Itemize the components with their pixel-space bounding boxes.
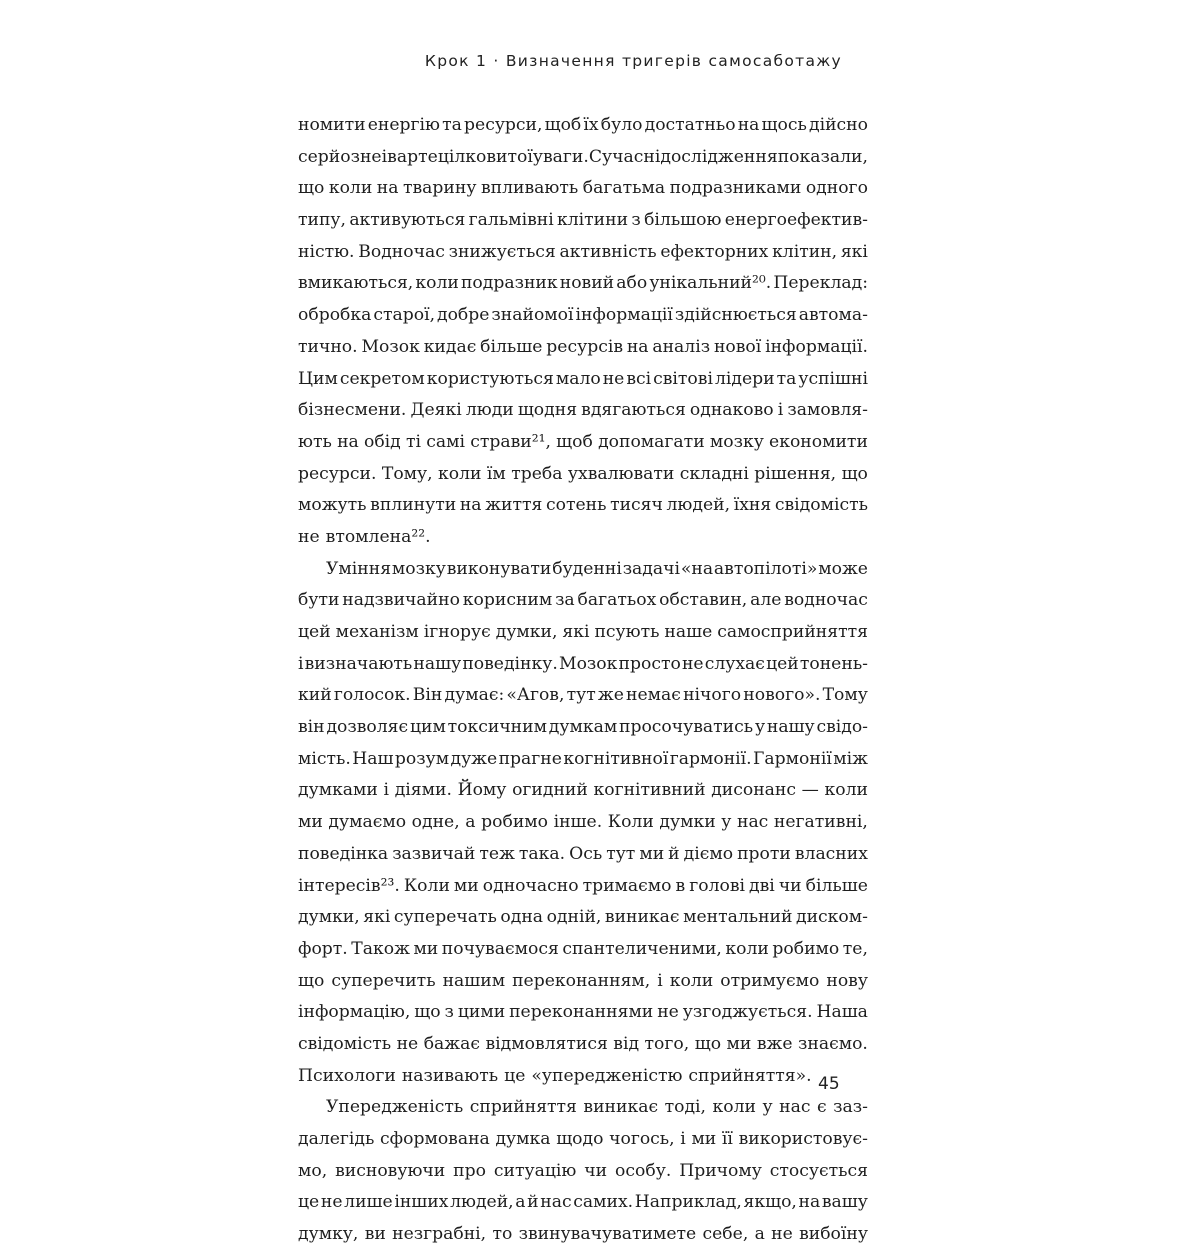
text-line: бізнесмени. Деякі люди щодня вдягаються однаково і замовля- <box>298 400 868 421</box>
text-line: мість. Наш розум дуже прагне когнітивної гармонії. Гармонії між <box>298 748 868 769</box>
text-line: Цим секретом користуються мало не всі світові лідери та успішні <box>298 368 868 389</box>
text-line: і визначають нашу поведінку. Мозок просто не слухає цей тонень- <box>298 653 868 674</box>
text-line: що коли на тварину впливають багатьма подразниками одного <box>298 178 868 199</box>
text-line: не втомлена²². <box>298 526 431 547</box>
body-text <box>298 110 868 1251</box>
text-line: ністю. Водночас знижується активність ефекторних клітин, які <box>298 241 868 262</box>
page-number: 45 <box>818 1074 840 1094</box>
text-line: Психологи називають це «упередженістю сприйняття». <box>298 1065 812 1086</box>
text-line: мо, висновуючи про ситуацію чи особу. Причому стосується <box>298 1160 868 1181</box>
text-line: вмикаються, коли подразник новий або унікальний²⁰. Переклад: <box>298 273 868 294</box>
text-line: бути надзвичайно корисним за багатьох обставин, але водночас <box>298 590 868 611</box>
text-line: поведінка зазвичай теж така. Ось тут ми й діємо проти власних <box>298 843 868 864</box>
text-line: ресурси. Тому, коли їм треба ухвалювати складні рішення, що <box>298 463 868 484</box>
text-line: думками і діями. Йому огидний когнітивний дисонанс — коли <box>298 780 868 801</box>
text-line: думку, ви незграбні, то звинувачуватимете себе, а не вибоїну <box>298 1224 868 1245</box>
text-line: форт. Також ми почуваємося спантеличеними, коли робимо те, <box>298 938 868 959</box>
text-line: Упередженість сприйняття виникає тоді, коли у нас є заз- <box>326 1097 868 1118</box>
text-line: Уміння мозку виконувати буденні задачі «на автопілоті» може <box>326 558 868 579</box>
text-line: це не лише інших людей, а й нас самих. Наприклад, якщо, на вашу <box>298 1192 868 1213</box>
text-line: ми думаємо одне, а робимо інше. Коли думки у нас негативні, <box>298 812 868 833</box>
running-head: Крок 1 · Визначення тригерів самосаботажу <box>424 52 842 70</box>
text-line: цей механізм ігнорує думки, які псують наше самосприйняття <box>298 622 868 642</box>
text-line: думки, які суперечать одна одній, виникає ментальний диском- <box>298 907 868 928</box>
text-line: ють на обід ті самі страви²¹, щоб допомагати мозку економити <box>298 431 868 452</box>
text-line: інформацію, що з цими переконаннями не узгоджується. Наша <box>298 1002 868 1023</box>
text-line: обробка старої, добре знайомої інформації здійснюється автома- <box>298 305 868 326</box>
text-line: далегідь сформована думка щодо чогось, і ми її використовує- <box>298 1129 868 1149</box>
text-line: можуть вплинути на життя сотень тисяч людей, їхня свідомість <box>298 495 868 516</box>
text-line: він дозволяє цим токсичним думкам просочуватись у нашу свідо- <box>298 717 868 738</box>
text-line: що суперечить нашим переконанням, і коли отримуємо нову <box>298 970 868 991</box>
text-line: типу, активуються гальмівні клітини з більшою енергоефектив- <box>298 210 868 231</box>
text-line: свідомість не бажає відмовлятися від того, що ми вже знаємо. <box>298 1033 868 1054</box>
text-line: номити енергію та ресурси, щоб їх було достатньо на щось дійсно <box>298 115 868 135</box>
text-line: серйозне і варте цілковитої уваги. Сучасні дослідження показали, <box>298 146 868 167</box>
text-line: кий голосок. Він думає: «Агов, тут же немає нічого нового». Тому <box>298 685 868 706</box>
text-line: інтересів²³. Коли ми одночасно тримаємо в голові дві чи більше <box>298 875 868 896</box>
text-line: тично. Мозок кидає більше ресурсів на аналіз нової інформації. <box>298 336 868 357</box>
